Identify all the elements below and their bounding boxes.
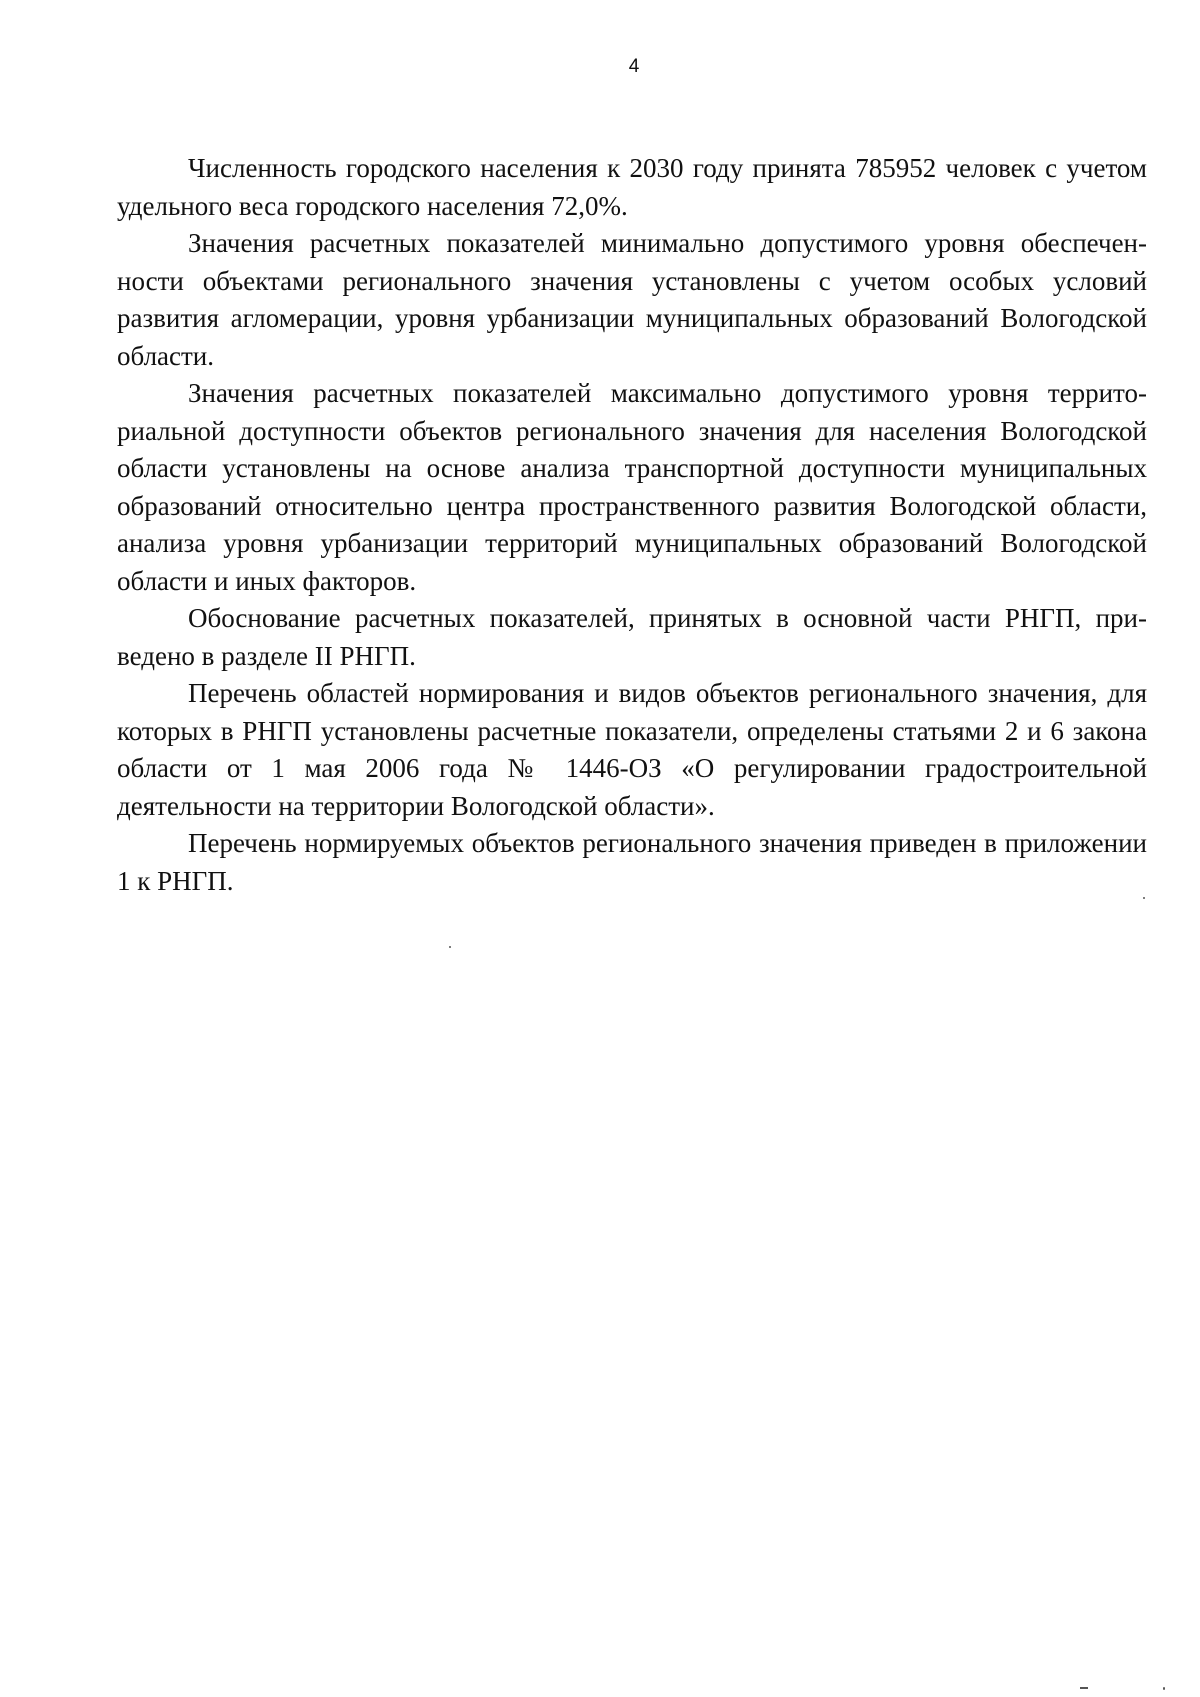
paragraph-provision-indicators: Значения расчетных показателей минимально допустимого уровня обеспеченности объектами регионального значения установлены с учетом особых условий развития агломерации, уровня урбанизации муниципальных образований Вологодской области. bbox=[117, 228, 1147, 371]
page-number: 4 bbox=[628, 56, 640, 77]
scan-speck bbox=[1143, 897, 1145, 899]
paragraph-justification: Обоснование расчетных показателей, принятых в основной части РНГП, приведено в разделе II РНГП. bbox=[117, 603, 1147, 671]
scan-speck bbox=[1163, 1687, 1165, 1690]
paragraph-objects-list: Перечень нормируемых объектов регионального значения приведен в приложении 1 к РНГП. bbox=[117, 828, 1147, 896]
scan-speck bbox=[1080, 1687, 1088, 1689]
document-body bbox=[117, 150, 1147, 900]
paragraph-regulation-areas: Перечень областей нормирования и видов объектов регионального значения, для которых в РНГП установлены расчетные показатели, определены статьями 2 и 6 закона области от 1 мая 2006 года № 1446-ОЗ «О регулировании градостроительной деятельности на территории Вологодской области». bbox=[117, 678, 1147, 821]
scan-speck bbox=[449, 946, 451, 948]
paragraph-urban-population: Численность городского населения к 2030 году принята 785952 человек с учетом удельного веса городского населения 72,0%. bbox=[117, 153, 1147, 221]
paragraph-accessibility-indicators: Значения расчетных показателей максимально допустимого уровня территориальной доступности объектов регионального значения для населения Вологодской области установлены на основе анализа транспортной доступности муниципальных образований относительно центра пространственного развития Вологодской области, анализа уровня урбанизации территорий муниципальных образований Вологодской области и иных факторов. bbox=[117, 378, 1147, 596]
